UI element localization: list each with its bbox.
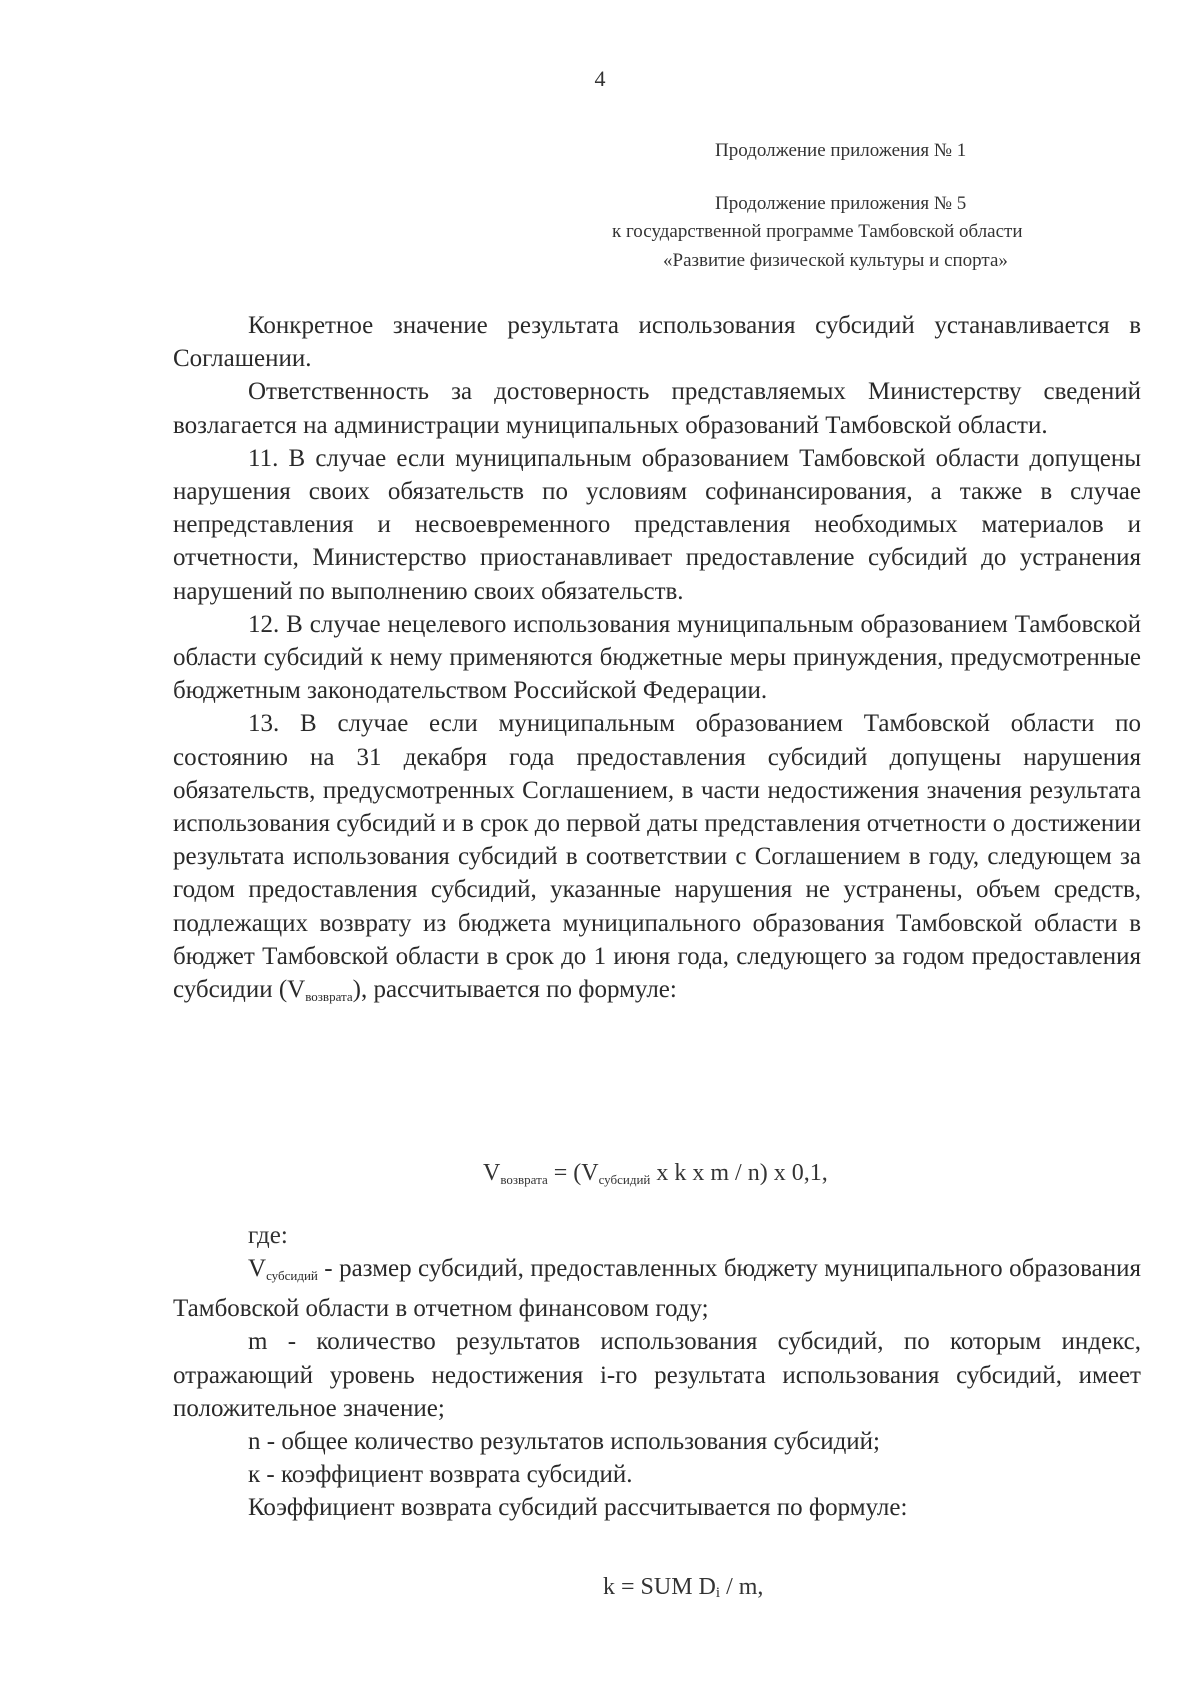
def-v: V <box>248 1255 267 1282</box>
coef-lhs: k = SUM D <box>603 1574 716 1600</box>
coefficient-formula <box>603 1574 763 1602</box>
def-v-text: - размер субсидий, предоставленных бюджету муниципального образования Тамбовской области в отчетном финансовом году; <box>173 1255 1141 1323</box>
coef-subscript: i <box>715 1585 721 1601</box>
formula-v-subscript: возврата <box>500 1172 548 1187</box>
paragraph-responsibility: Ответственность за достоверность представляемых Министерству сведений возлагается на администрации муниципальных образований Тамбовской области. <box>173 378 1141 439</box>
formula-equals: = (V <box>547 1160 599 1186</box>
v-return-subscript: возврата <box>305 989 353 1005</box>
where-label: где: <box>248 1222 288 1249</box>
formula-rest: x k x m / n) x 0,1, <box>650 1160 828 1186</box>
return-formula <box>483 1160 828 1188</box>
appendix-5-program-title: «Развитие физической культуры и спорта» <box>663 250 1008 271</box>
formula-v: V <box>483 1160 501 1186</box>
paragraph-13-end: ), рассчитывается по формуле: <box>352 976 677 1004</box>
paragraph-result-value: Конкретное значение результата использования субсидий устанавливается в Соглашении. <box>173 312 1141 373</box>
coef-rhs: / m, <box>720 1574 764 1600</box>
page-number: 4 <box>594 66 606 91</box>
appendix-5-program: к государственной программе Тамбовской области <box>612 221 1023 242</box>
main-text <box>173 309 1141 1013</box>
appendix-5-continuation: Продолжение приложения № 5 <box>715 193 967 214</box>
paragraph-13 <box>173 707 1141 1013</box>
appendix-1-continuation: Продолжение приложения № 1 <box>715 140 967 161</box>
formula-subsidies-subscript: субсидий <box>598 1172 651 1187</box>
coefficient-formula-intro: Коэффициент возврата субсидий рассчитывается по формуле: <box>248 1494 908 1522</box>
paragraph-13-text: 13. В случае если муниципальным образованием Тамбовской области по состоянию на 31 декабря года предоставления субсидий допущены нарушения обязательств, предусмотренных Соглашением, в части недостижения значения результата использования субсидий и в срок до первой даты представления отчетности о достижении результата использования субсидий в соответствии с Соглашением в году, следующем за годом предоставления субсидий, указанные нарушения не устранены, объем средств, подлежащих возврату из бюджета муниципального образования Тамбовской области в бюджет Тамбовской области в срок до 1 июня года, следующего за годом предоставления субсидии (V <box>173 710 1141 1004</box>
paragraph-12: 12. В случае нецелевого использования муниципальным образованием Тамбовской области субсидий к нему применяются бюджетные меры принуждения, предусмотренные бюджетным законодательством Российской Федерации. <box>173 610 1141 705</box>
paragraph-11: 11. В случае если муниципальным образованием Тамбовской области допущены нарушения своих обязательств по условиям софинансирования, а также в случае непредставления и несвоевременного представления необходимых материалов и отчетности, Министерство приостанавливает предоставление субсидий до устранения нарушений по выполнению своих обязательств. <box>173 444 1141 605</box>
definition-m: m - количество результатов использования субсидий, по которым индекс, отражающий уровень недостижения i-го результата использования субсидий, имеет положительное значение; <box>173 1328 1141 1422</box>
definition-n: n - общее количество результатов использования субсидий; <box>248 1428 881 1456</box>
definitions <box>173 1252 1141 1525</box>
def-v-subscript: субсидий <box>266 1268 318 1283</box>
definition-v-subsidies <box>173 1252 1141 1325</box>
definition-k: к - коэффициент возврата субсидий. <box>248 1461 633 1489</box>
